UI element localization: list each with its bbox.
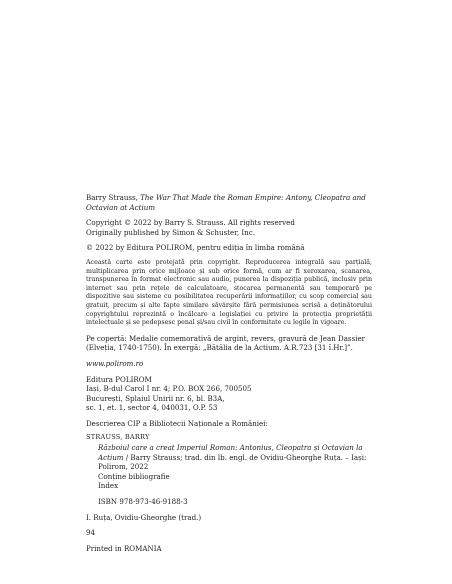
cip-title bbox=[86, 443, 372, 472]
publisher-name: Editura POLIROM bbox=[86, 374, 152, 384]
credit-author: Barry Strauss, bbox=[86, 193, 141, 202]
cip-title-tail: / Barry Strauss; trad. din lb. engl. de Ovidiu-Gheorghe Ruța. – Iași: Polirom, 2022 bbox=[98, 452, 367, 472]
cip-heading: Descrierea CIP a Bibliotecii Naționale a României: bbox=[86, 418, 268, 428]
cip-author: STRAUSS, BARRY bbox=[86, 433, 150, 442]
website-link: www.polirom.ro bbox=[86, 358, 144, 368]
copyright-romanian: © 2022 by Editura POLIROM, pentru ediția în limba română bbox=[86, 243, 305, 253]
cip-index: Index bbox=[98, 481, 119, 491]
copyright-block bbox=[86, 193, 372, 553]
credit-title: The War That Made the Roman Empire: Antony, Cleopatra and Octavian at Actium bbox=[86, 193, 366, 212]
printed-in: Printed in ROMANIA bbox=[86, 543, 162, 553]
cip-title-italic: Războiul care a creat Imperiul Roman: Antonius, Cleopatra și Octavian la Actium bbox=[98, 443, 363, 462]
originally-published: Originally published by Simon & Schuster, Inc. bbox=[86, 227, 255, 237]
legal-notice: Această carte este protejată prin copyright. Reproducerea integrală sau parțială, multiplicarea prin orice mijloace și sub orice formă, cum ar fi xeroxarea, scanarea, transpunerea în format electronic sau audio, punerea la dispoziția publică, inclusiv prin internet sau prin rețele de calculatoare, stocarea permanentă sau temporară pe dispozitive sau sisteme cu posibilitatea recuperării informațiilor, cu scop comercial sau gratuit, precum și alte fapte similare săvârșite fără permisiunea scrisă a deținătorului copyrightului reprezintă o încălcare a legislației cu privire la protecția proprietății intelectuale și se pedepsesc penal și/sau civil în conformitate cu legile în vigoare. bbox=[86, 258, 372, 327]
copyright-original: Copyright © 2022 by Barry S. Strauss. All rights reserved bbox=[86, 218, 295, 228]
cover-note: Pe copertă: Medalie comemorativă de argint, revers, gravură de Jean Dassier (Elveția, 1740-1750). În exergă: „Bătălia de la Actium. A.R.723 [31 î.Hr.]”. bbox=[86, 333, 366, 353]
cip-contains: Conține bibliografie bbox=[98, 471, 170, 481]
publisher-address-bucuresti: București, Splaiul Unirii nr. 6, bl. B3A, bbox=[86, 393, 225, 403]
cip-classification: 94 bbox=[86, 528, 96, 538]
cip-translator: I. Ruța, Ovidiu-Gheorghe (trad.) bbox=[86, 512, 202, 522]
publisher-address-iasi: Iași, B-dul Carol I nr. 4; P.O. BOX 266, 700505 bbox=[86, 384, 252, 394]
credit-line bbox=[86, 193, 372, 212]
cip-isbn: ISBN 978-973-46-9188-3 bbox=[98, 497, 188, 507]
publisher-address-bucuresti-2: sc. 1, et. 1, sector 4, 040031, O.P. 53 bbox=[86, 403, 218, 413]
